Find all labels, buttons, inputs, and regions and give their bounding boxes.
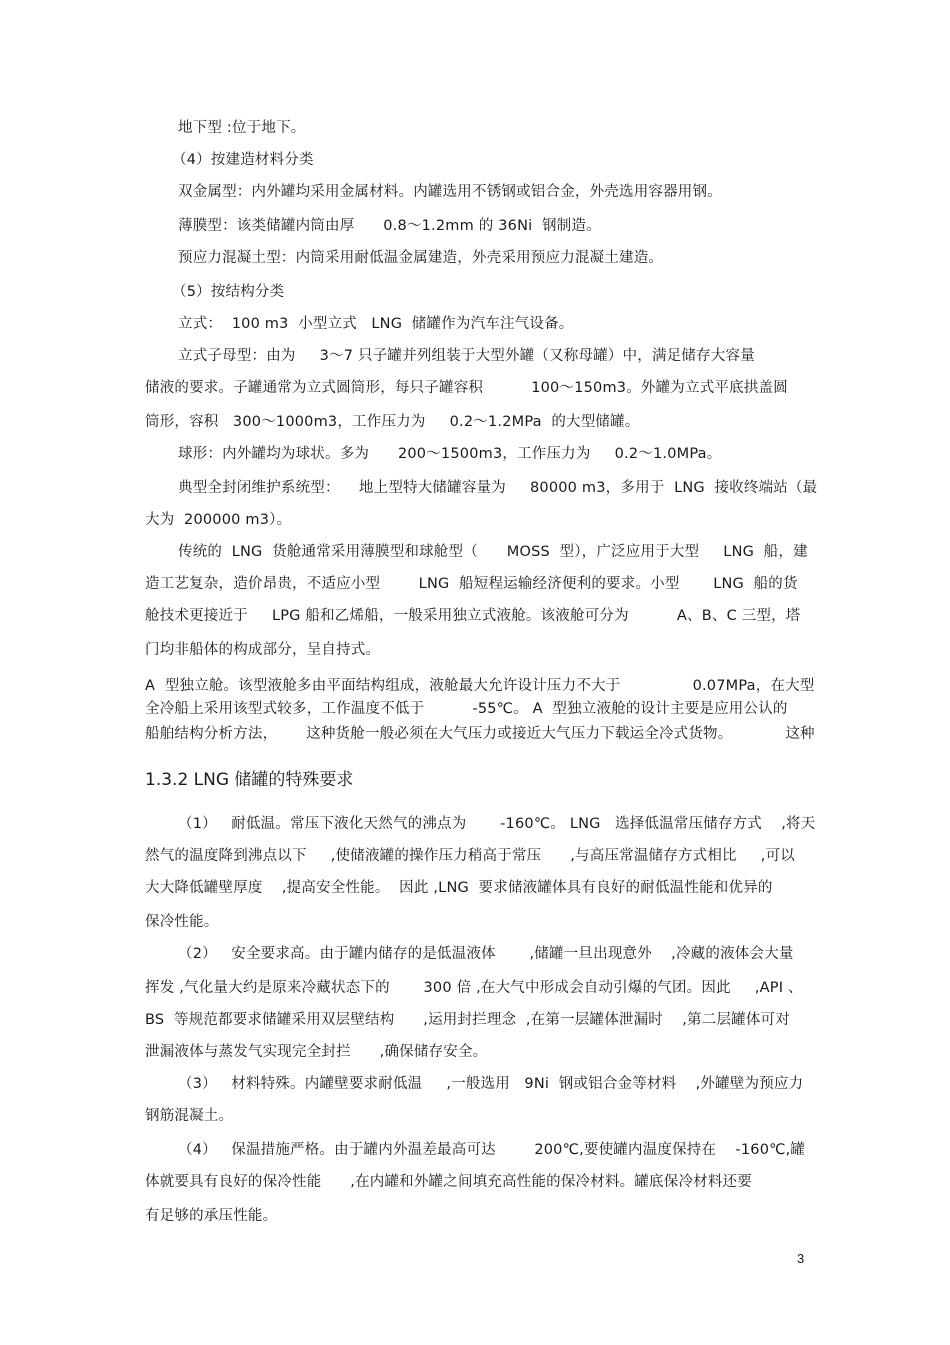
text-line: 体就要具有良好的保冷性能 ,在内罐和外罐之间填充高性能的保冷材料。罐底保冷材料还要 xyxy=(145,1174,752,1190)
text-line: （2） 安全要求高。由于罐内储存的是低温液体 ,储罐一旦出现意外 ,冷藏的液体会大量 xyxy=(178,946,794,962)
text-line: BS 等规范都要求储罐采用双层壁结构 ,运用封拦理念 ,在第一层罐体泄漏时 ,第二层罐体可对 xyxy=(145,1012,790,1028)
text-line: 球形：内外罐均为球状。多为 200～1500m3，工作压力为 0.2～1.0MPa。 xyxy=(178,446,722,462)
text-line: 门均非船体的构成部分，呈自持式。 xyxy=(145,642,381,658)
text-line: 传统的 LNG 货舱通常采用薄膜型和球舱型（ MOSS 型），广泛应用于大型 LNG 船，建 xyxy=(178,544,808,560)
text-line: 舱技术更接近于 LPG 船和乙烯船，一般采用独立式液舱。该液舱可分为 A、B、C 三型，塔 xyxy=(145,608,801,624)
text-line: 保冷性能。 xyxy=(145,914,219,930)
text-line: 典型全封闭维护系统型： 地上型特大储罐容量为 80000 m3，多用于 LNG 接收终端站（最 xyxy=(178,480,818,496)
text-line: 有足够的承压性能。 xyxy=(145,1208,278,1224)
text-line: （4） 保温措施严格。由于罐内外温差最高可达 200℃,要使罐内温度保持在 -160℃,罐 xyxy=(178,1142,806,1158)
text-line: （3） 材料特殊。内罐壁要求耐低温 ,一般选用 9Ni 钢或铝合金等材料 ,外罐壁为预应力 xyxy=(178,1076,804,1092)
text-line: 大大降低罐壁厚度 ,提高安全性能。 因此 ,LNG 要求储液罐体具有良好的耐低温性能和优异的 xyxy=(145,880,773,896)
text-line: 挥发 ,气化量大约是原来冷藏状态下的 300 倍 ,在大气中形成会自动引爆的气团。因此 ,API 、 xyxy=(145,980,803,996)
text-line: 薄膜型：该类储罐内筒由厚 0.8～1.2mm 的 36Ni 钢制造。 xyxy=(178,218,601,234)
text-line: 预应力混凝土型：内筒采用耐低温金属建造，外壳采用预应力混凝土建造。 xyxy=(178,250,664,266)
page-number: 3 xyxy=(797,1251,805,1266)
text-line: 筒形，容积 300～1000m3，工作压力为 0.2～1.2MPa 的大型储罐。 xyxy=(145,414,640,430)
text-line: （5）按结构分类 xyxy=(172,284,285,300)
text-line: 储液的要求。子罐通常为立式圆筒形，每只子罐容积 100～150m3。外罐为立式平底拱盖圆 xyxy=(145,380,788,396)
text-line: A 型独立舱。该型液舱多由平面结构组成，液舱最大允许设计压力不大于 0.07MPa，在大型 xyxy=(145,678,815,694)
text-line: 大为 200000 m3）。 xyxy=(145,512,292,528)
text-line: （4）按建造材料分类 xyxy=(172,152,314,168)
text-line: 地下型 :位于地下。 xyxy=(178,120,306,136)
text-line: 造工艺复杂，造价昂贵，不适应小型 LNG 船短程运输经济便利的要求。小型 LNG 船的货 xyxy=(145,576,798,592)
section-heading: 1.3.2 LNG 储罐的特殊要求 xyxy=(145,770,354,790)
text-line: 钢筋混凝土。 xyxy=(145,1108,234,1124)
text-line: 船舶结构分析方法， 这种货舱一般必须在大气压力或接近大气压力下载运全冷式货物。 这种 xyxy=(145,726,815,742)
text-line: 立式子母型：由为 3～7 只子罐并列组装于大型外罐（又称母罐）中，满足储存大容量 xyxy=(178,348,755,364)
text-line: 全冷船上采用该型式较多，工作温度不低于 -55℃。 A 型独立液舱的设计主要是应用公认的 xyxy=(145,701,788,717)
text-line: 立式： 100 m3 小型立式 LNG 储罐作为汽车注气设备。 xyxy=(178,316,574,332)
text-line: 泄漏液体与蒸发气实现完全封拦 ,确保储存安全。 xyxy=(145,1044,488,1060)
text-line: 然气的温度降到沸点以下 ,使储液罐的操作压力稍高于常压 ,与高压常温储存方式相比 ,可以 xyxy=(145,848,795,864)
text-line: 双金属型：内外罐均采用金属材料。内罐选用不锈钢或铝合金，外壳选用容器用钢。 xyxy=(178,184,722,200)
text-line: （1） 耐低温。常压下液化天然气的沸点为 -160℃。 LNG 选择低温常压储存方式 ,将天 xyxy=(178,816,816,832)
